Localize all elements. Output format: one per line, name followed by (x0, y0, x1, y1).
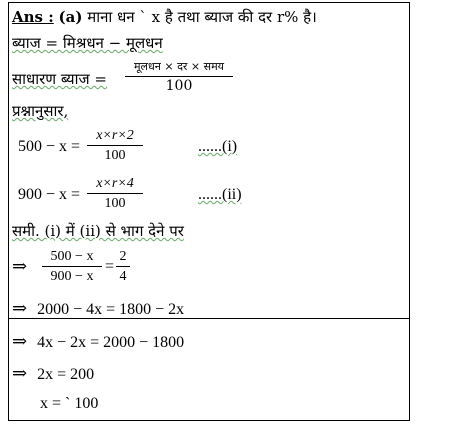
dividing-equations-text: समी. (i) में (ii) से भाग देने पर (12, 222, 184, 240)
implies-icon: ⇒ (12, 363, 28, 383)
answer-label: Ans : (12, 8, 54, 26)
simple-interest-label: साधारण ब्याज = (12, 70, 107, 88)
equation-6 (12, 364, 94, 384)
equation-2-lhs-text: 900 − x = (18, 186, 81, 203)
final-answer (40, 395, 98, 413)
implies-icon: ⇒ (12, 331, 28, 351)
according-to-question (12, 102, 68, 120)
dividing-equations-line (12, 222, 184, 240)
equation-3-right-numerator: 2 (119, 249, 127, 264)
equation-3-equals (105, 258, 114, 276)
final-answer-text: x = ` 100 (40, 395, 99, 412)
equation-3-numerator: 500 − x (50, 249, 94, 264)
equation-2-ref (198, 186, 242, 204)
equation-3-fraction-left (42, 248, 102, 285)
equation-1-fraction (87, 127, 143, 164)
equation-1-numerator: x×r×2 (96, 128, 134, 143)
equation-3-denominator: 900 − x (50, 269, 94, 284)
equation-2-ref-text: ......(ii) (198, 186, 242, 203)
equation-3-right-denominator: 4 (119, 269, 127, 284)
implies-icon: ⇒ (12, 298, 28, 318)
equation-2-fraction (87, 175, 143, 212)
simple-interest-label-row (12, 70, 107, 88)
equation-1-ref-text: ......(i) (198, 138, 238, 155)
equation-2-bar (87, 193, 143, 194)
equation-1-ref (198, 138, 237, 156)
equation-3-right-bar (116, 266, 130, 267)
formula-denominator: 100 (165, 78, 193, 94)
implies-icon: ⇒ (12, 256, 28, 277)
equation-6-text: 2x = 200 (37, 366, 95, 383)
equation-4-text: 2000 − 4x = 1800 − 2x (37, 301, 185, 318)
equation-1-bar (87, 145, 143, 146)
formula-numerator: मूलधन × दर × समय (133, 60, 225, 73)
equation-4 (12, 299, 184, 319)
according-to-question-text: प्रश्नानुसार, (12, 102, 69, 120)
interest-definition-text: ब्याज = मिश्रधन − मूलधन (12, 34, 163, 52)
answer-intro-line (12, 8, 317, 26)
equation-1-lhs-text: 500 − x = (18, 138, 81, 155)
answer-intro-text: माना धन ` x है तथा ब्याज की दर r% है। (87, 8, 317, 26)
equation-2-numerator: x×r×4 (96, 176, 134, 191)
equation-2-lhs (18, 186, 80, 204)
formula-bar (125, 76, 233, 77)
equation-3-equals-text: = (105, 258, 115, 275)
equation-3-bar (42, 266, 102, 267)
implies-arrow-1 (12, 258, 27, 276)
equation-3-fraction-right (116, 248, 130, 285)
equation-1-denominator: 100 (104, 148, 126, 163)
interest-definition (12, 34, 163, 52)
answer-option: (a) (58, 8, 83, 26)
simple-interest-formula (125, 58, 233, 95)
equation-5 (12, 332, 184, 352)
equation-1-lhs (18, 138, 80, 156)
equation-2-denominator: 100 (104, 196, 126, 211)
equation-5-text: 4x − 2x = 2000 − 1800 (37, 334, 185, 351)
